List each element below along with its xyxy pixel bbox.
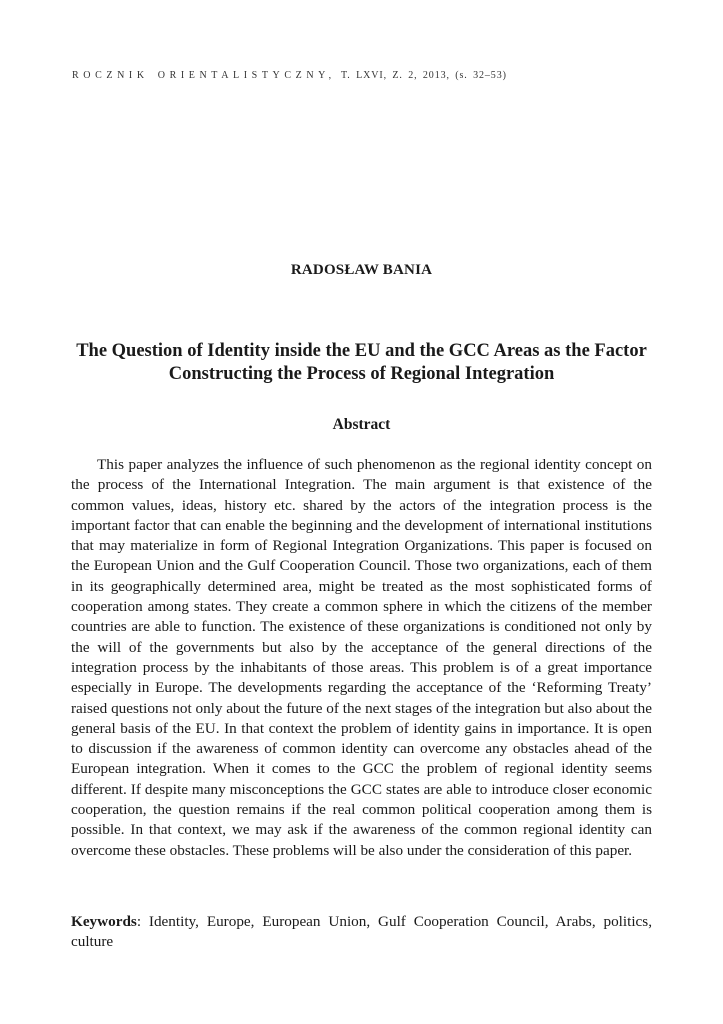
abstract-body: This paper analyzes the influence of such phenomenon as the regional identity concept on the process of the International Integration. The main argument is that existence of the common values, ideas, history etc. shared by the actors of the integration process is the important factor that can enable the beginning and the development of international institutions that may materialize in form of Regional Integration Organizations. This paper is focused on the European Union and the Gulf Cooperation Council. Those two organizations, each of them in its geographically determined area, might be treated as the most sophisticated forms of cooperation among states. They create a common sphere in which the citizens of the member countries are able to function. The existence of these organizations is conditioned not only by the will of the governments but also by the acceptance of the general directions of the integration process by the inhabitants of those areas. This problem is of a great importance especially in Europe. The developments regarding the acceptance of the ‘Reforming Treaty’ raised questions not only about the future of the next stages of the integration but also about the general basis of the EU. In that context the problem of identity gains in importance. It is open to discussion if the awareness of common identity can overcome any obstacles ahead of the European integration. When it comes to the GCC the problem of regional identity seems different. If despite many misconceptions the GCC states are able to introduce closer economic cooperation, the question remains if the real common political cooperation among them is possible. In that context, we may ask if the awareness of the common regional identity can overcome these obstacles. These problems will be also under the consideration of this paper.: [71, 456, 652, 859]
author-name: RADOSŁAW BANIA: [290, 262, 433, 278]
volume-info: T. LXVI, Z. 2, 2013, (s. 32–53): [341, 70, 507, 81]
journal-name: ROCZNIK ORIENTALISTYCZNY,: [72, 70, 336, 81]
abstract-heading: Abstract: [332, 416, 391, 433]
keywords-label: Keywords: [71, 913, 137, 930]
paper-title: The Question of Identity inside the EU and the GCC Areas as the Factor Constructing the Process of Regional Integration: [76, 341, 647, 384]
running-head: [72, 70, 652, 81]
keywords-text: Identity, Europe, European Union, Gulf Cooperation Council, Arabs, politics, culture: [71, 913, 652, 951]
keywords: [71, 912, 652, 953]
keywords-separator: :: [136, 913, 149, 930]
